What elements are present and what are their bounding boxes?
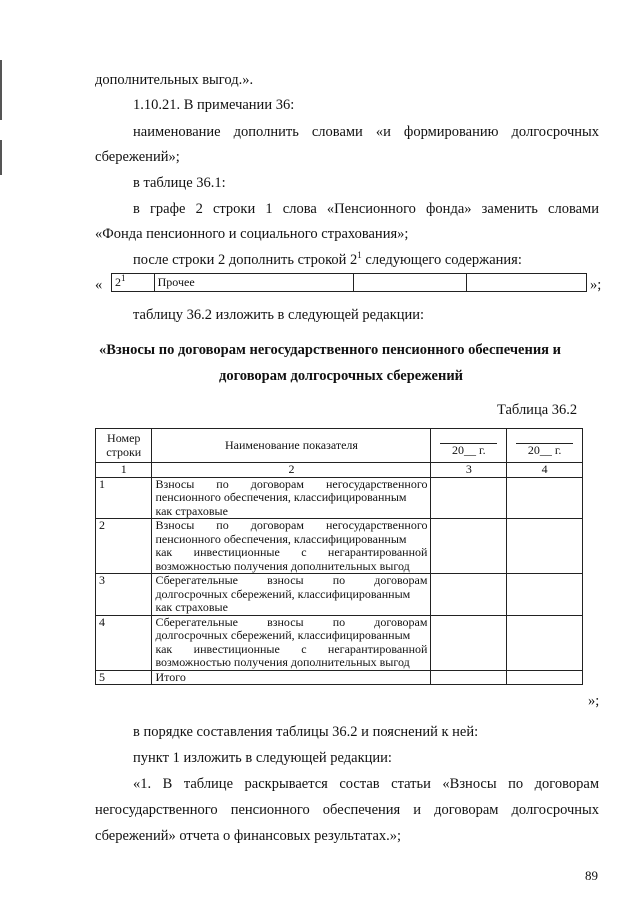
row-number: 5	[96, 670, 152, 685]
column-number-row	[96, 463, 583, 478]
value-cell	[354, 274, 467, 292]
value-cell	[507, 574, 583, 616]
paragraph-line: 1.10.21. В примечании 36:	[133, 97, 295, 113]
paragraph-line: негосударственного пенсионного обеспечения и договорам долгосрочных	[95, 802, 599, 818]
value-cell	[507, 615, 583, 670]
row-number: 1	[96, 477, 152, 519]
row-number: 4	[96, 615, 152, 670]
row-label-cell: Прочее	[154, 274, 354, 292]
header-row-number: Номер строки	[96, 429, 152, 463]
paragraph-line: пункт 1 изложить в следующей редакции:	[133, 750, 392, 766]
close-quote: »;	[590, 277, 602, 293]
value-cell	[431, 615, 507, 670]
row-indicator: Взносы по договорам негосударственного пенсионного обеспечения, классифицированным как страховые	[152, 477, 431, 519]
insert-row-table	[111, 273, 587, 292]
table-title: «Взносы по договорам негосударственного пенсионного обеспечения и	[99, 342, 562, 358]
paragraph-line: в порядке составления таблицы 36.2 и пояснений к ней:	[133, 724, 479, 740]
text: следующего содержания:	[361, 252, 522, 268]
scan-edge-mark	[0, 140, 2, 175]
paragraph-line: в графе 2 строки 1 слова «Пенсионного фонда» заменить словами	[133, 201, 599, 217]
row-indicator: Взносы по договорам негосударственного пенсионного обеспечения, классифицированным как инвестиционные с негарантированной возможностью получения дополнительных выгод	[152, 519, 431, 574]
column-number: 2	[152, 463, 431, 478]
value-cell	[431, 670, 507, 685]
row-number: 3	[96, 574, 152, 616]
table-row	[96, 574, 583, 616]
value-cell	[431, 477, 507, 519]
value-cell	[431, 519, 507, 574]
table-row	[96, 519, 583, 574]
table-header-row	[96, 429, 583, 463]
value-cell	[507, 670, 583, 685]
paragraph-line: дополнительных выгод.».	[95, 72, 254, 88]
value-cell	[431, 574, 507, 616]
header-year-1: 20__ г.	[431, 429, 507, 463]
main-table	[95, 428, 583, 685]
page-number: 89	[585, 868, 598, 883]
column-number: 3	[431, 463, 507, 478]
table-row	[96, 615, 583, 670]
table-title: договорам долгосрочных сбережений	[219, 368, 464, 384]
close-quote: »;	[588, 693, 600, 709]
paragraph-line: «Фонда пенсионного и социального страхования»;	[95, 226, 409, 242]
paragraph-line: сбережений» отчета о финансовых результатах.»;	[95, 828, 402, 844]
superscript: 1	[357, 250, 362, 261]
paragraph-line	[133, 251, 522, 269]
scan-edge-mark	[0, 60, 2, 120]
paragraph-line: в таблице 36.1:	[133, 175, 226, 191]
table-row	[96, 477, 583, 519]
row-number: 2	[96, 519, 152, 574]
table-row	[96, 670, 583, 685]
row-number-cell: $2^1$	[112, 274, 155, 292]
row-indicator: Итого	[152, 670, 431, 685]
row-indicator: Сберегательные взносы по договорам долгосрочных сбережений, классифицированным как инвестиционные с негарантированной возможностью получения дополнительных выгод	[152, 615, 431, 670]
column-number: 1	[96, 463, 152, 478]
text: после строки 2 дополнить строкой 2	[133, 252, 358, 268]
paragraph-line: таблицу 36.2 изложить в следующей редакции:	[133, 307, 425, 323]
value-cell	[507, 477, 583, 519]
column-number: 4	[507, 463, 583, 478]
value-cell	[507, 519, 583, 574]
header-indicator: Наименование показателя	[152, 429, 431, 463]
row-indicator: Сберегательные взносы по договорам долгосрочных сбережений, классифицированным как страховые	[152, 574, 431, 616]
paragraph-line: сбережений»;	[95, 149, 180, 165]
paragraph-line: наименование дополнить словами «и формированию долгосрочных	[133, 124, 599, 140]
table-caption: Таблица 36.2	[497, 402, 578, 418]
paragraph-line: «1. В таблице раскрывается состав статьи «Взносы по договорам	[133, 776, 599, 792]
value-cell	[467, 274, 587, 292]
header-year-2: 20__ г.	[507, 429, 583, 463]
open-quote: «	[95, 277, 103, 293]
